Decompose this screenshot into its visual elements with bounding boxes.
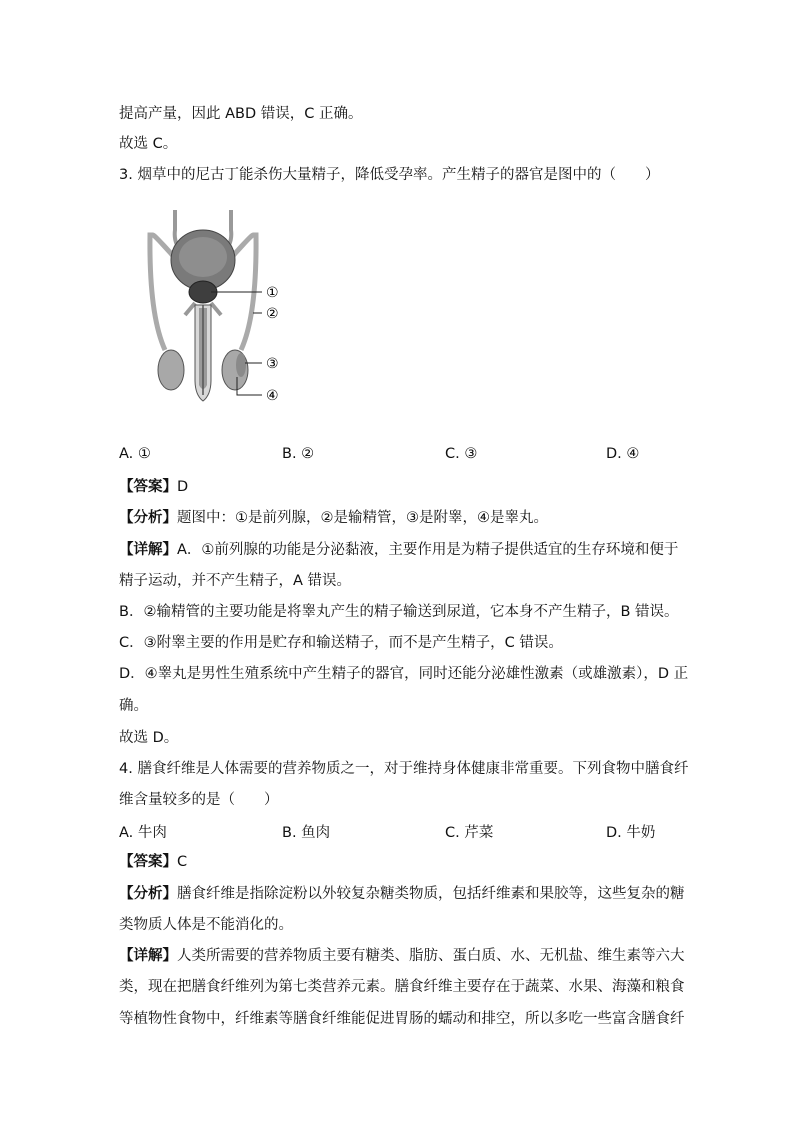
answer-value: D xyxy=(177,479,189,495)
detail-tag: 【详解】 xyxy=(119,948,177,964)
figure-label-1: ① xyxy=(266,285,279,301)
text-line: 等植物性食物中，纤维素等膳食纤维能促进胃肠的蠕动和排空，所以多吃一些富含膳食纤 xyxy=(119,1011,685,1027)
male-reproductive-system-figure xyxy=(145,205,295,420)
detail-text: 人类所需要的营养物质主要有糖类、脂肪、蛋白质、水、无机盐、维生素等六大 xyxy=(177,948,685,964)
analysis-line xyxy=(119,508,548,528)
figure-label-4: ④ xyxy=(266,388,279,404)
option-b[interactable]: B. 鱼肉 xyxy=(282,825,331,841)
analysis-tag: 【分析】 xyxy=(119,510,177,526)
figure-label-2: ② xyxy=(266,306,279,322)
question-4-stem: 4. 膳食纤维是人体需要的营养物质之一，对于维持身体健康非常重要。下列食物中膳食纤 xyxy=(119,761,689,777)
option-c[interactable]: C. 芹菜 xyxy=(445,825,494,841)
option-a[interactable]: A. ① xyxy=(119,446,151,462)
text-line: 类物质人体是不能消化的。 xyxy=(119,917,293,933)
detail-text: A．①前列腺的功能是分泌黏液，主要作用是为精子提供适宜的生存环境和便于 xyxy=(177,542,679,558)
detail-line xyxy=(119,540,678,560)
question-3-stem: 3. 烟草中的尼古丁能杀伤大量精子，降低受孕率。产生精子的器官是图中的（ ） xyxy=(119,167,660,183)
option-d[interactable]: D. 牛奶 xyxy=(606,825,656,841)
answer-line xyxy=(119,477,188,497)
bladder-shade xyxy=(179,237,227,277)
analysis-text: 题图中：①是前列腺，②是输精管，③是附睾，④是睾丸。 xyxy=(177,510,548,526)
epididymis-right xyxy=(236,353,246,377)
answer-value: C xyxy=(177,854,188,870)
text-line: B．②输精管的主要功能是将睾丸产生的精子输送到尿道，它本身不产生精子，B 错误。 xyxy=(119,604,679,620)
option-d[interactable]: D. ④ xyxy=(606,446,640,462)
testis-left xyxy=(158,350,184,390)
text-line: 精子运动，并不产生精子，A 错误。 xyxy=(119,573,352,589)
question-3-options xyxy=(119,446,679,466)
question-4-options xyxy=(119,821,679,841)
option-a[interactable]: A. 牛肉 xyxy=(119,825,167,841)
question-4-stem-cont: 维含量较多的是（ ） xyxy=(119,792,279,808)
answer-tag: 【答案】 xyxy=(119,479,177,495)
answer-tag: 【答案】 xyxy=(119,854,177,870)
analysis-line xyxy=(119,884,685,904)
text-line: 故选 D。 xyxy=(119,730,179,746)
detail-line xyxy=(119,946,685,966)
figure-label-3: ③ xyxy=(266,356,279,372)
analysis-text: 膳食纤维是指除淀粉以外较复杂糖类物质，包括纤维素和果胶等，这些复杂的糖 xyxy=(177,886,685,902)
text-line: 确。 xyxy=(119,698,148,714)
text-line: D．④睾丸是男性生殖系统中产生精子的器官，同时还能分泌雄性激素（或雄激素），D 正 xyxy=(119,666,689,682)
detail-tag: 【详解】 xyxy=(119,542,177,558)
option-b[interactable]: B. ② xyxy=(282,446,315,462)
answer-line xyxy=(119,852,187,872)
text-line: 类，现在把膳食纤维列为第七类营养元素。膳食纤维主要存在于蔬菜、水果、海藻和粮食 xyxy=(119,979,685,995)
text-line: 提高产量，因此 ABD 错误，C 正确。 xyxy=(119,106,363,122)
option-c[interactable]: C. ③ xyxy=(445,446,478,462)
analysis-tag: 【分析】 xyxy=(119,886,177,902)
text-line: 故选 C。 xyxy=(119,136,178,152)
text-line: C．③附睾主要的作用是贮存和输送精子，而不是产生精子，C 错误。 xyxy=(119,635,563,651)
